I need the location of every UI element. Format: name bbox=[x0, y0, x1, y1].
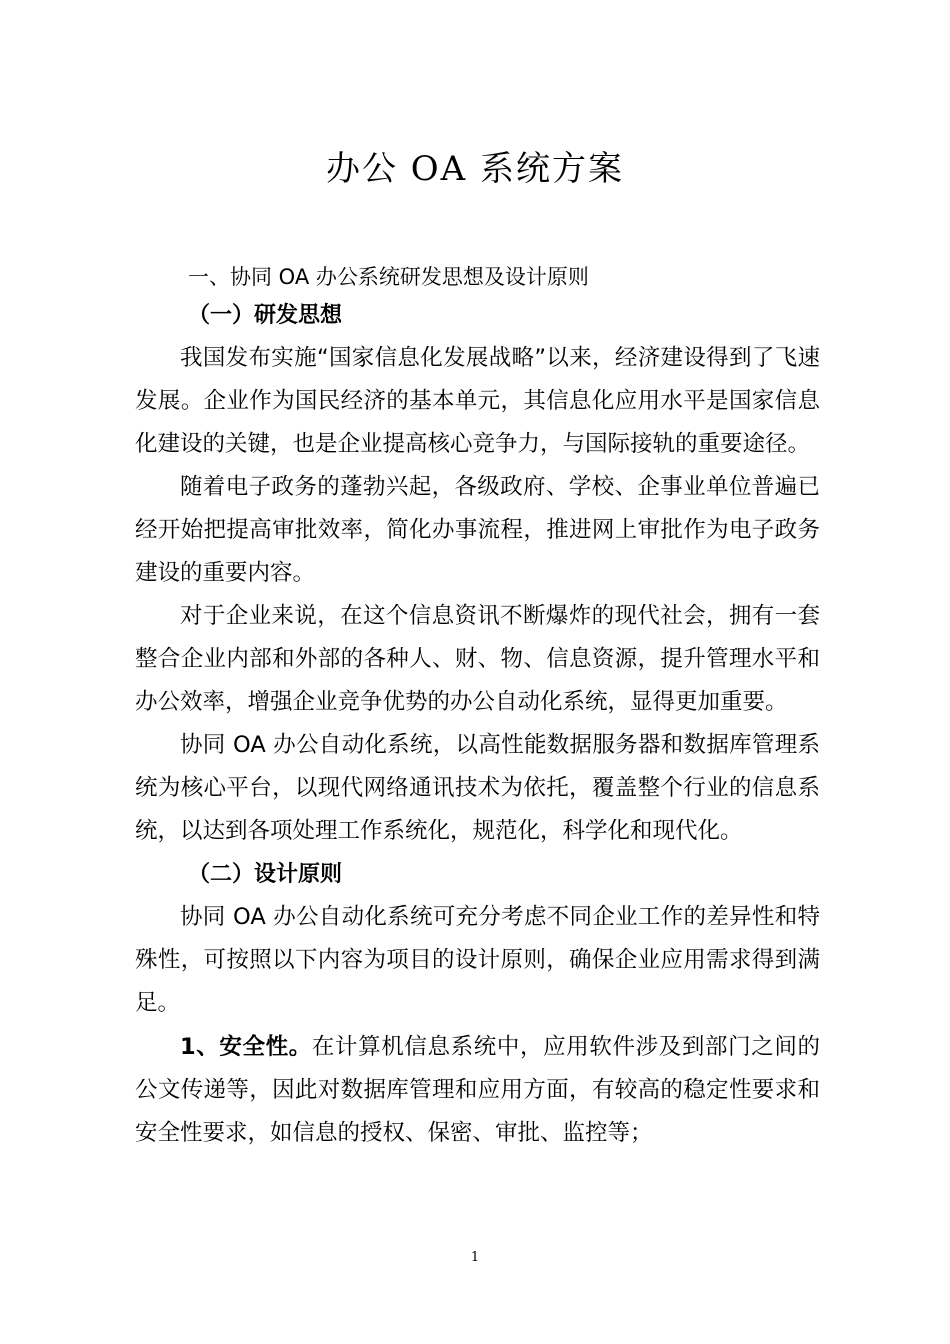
paragraph-6-lead: 1、安全性。 bbox=[180, 1034, 312, 1060]
paragraph-3: 对于企业来说，在这个信息资讯不断爆炸的现代社会，拥有一套整合企业内部和外部的各种人、财、物、信息资源，提升管理水平和办公效率，增强企业竞争优势的办公自动化系统，显得更加重要。 bbox=[135, 603, 820, 715]
paragraph-2: 随着电子政务的蓬勃兴起，各级政府、学校、企事业单位普遍已经开始把提高审批效率，简化办事流程，推进网上审批作为电子政务建设的重要内容。 bbox=[135, 474, 820, 586]
subsection-heading-research: （一）研发思想 bbox=[188, 303, 343, 328]
section-heading-1: 一、协同 OA 办公系统研发思想及设计原则 bbox=[188, 265, 589, 289]
paragraph-1: 我国发布实施“国家信息化发展战略”以来，经济建设得到了飞速发展。企业作为国民经济的基本单元，其信息化应用水平是国家信息化建设的关键，也是企业提高核心竞争力，与国际接轨的重要途径。 bbox=[135, 345, 820, 457]
paragraph-6-body: 在计算机信息系统中，应用软件涉及到部门之间的公文传递等，因此对数据库管理和应用方面，有较高的稳定性要求和安全性要求，如信息的授权、保密、审批、监控等； bbox=[135, 1034, 820, 1146]
subsection-heading-design: （二）设计原则 bbox=[188, 862, 343, 887]
paragraph-4: 协同 OA 办公自动化系统，以高性能数据服务器和数据库管理系统为核心平台，以现代网络通讯技术为依托，覆盖整个行业的信息系统，以达到各项处理工作系统化，规范化，科学化和现代化。 bbox=[135, 732, 820, 844]
paragraph-6 bbox=[135, 1026, 820, 1155]
document-title: 办公 OA 系统方案 bbox=[325, 149, 625, 189]
paragraph-5: 协同 OA 办公自动化系统可充分考虑不同企业工作的差异性和特殊性，可按照以下内容为项目的设计原则，确保企业应用需求得到满足。 bbox=[135, 904, 820, 1016]
page-number: 1 bbox=[470, 1250, 480, 1265]
